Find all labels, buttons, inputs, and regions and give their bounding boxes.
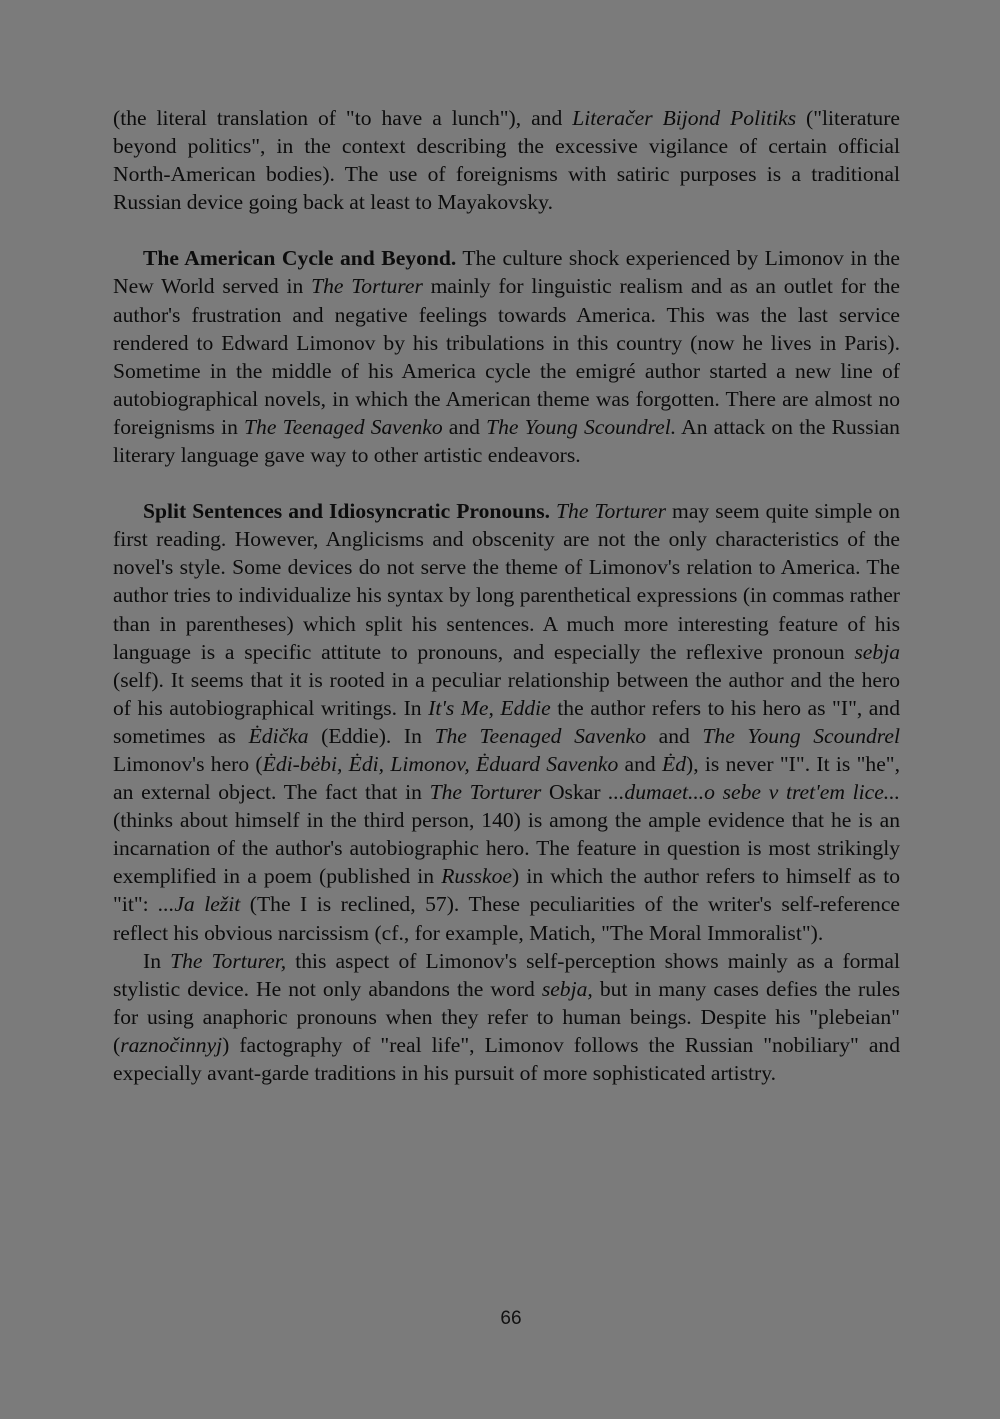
paragraph-split-sentences (113, 497, 900, 947)
body-text: may seem quite simple on first reading. However, Anglicisms and obscenity are not the only characteristics of the novel's style. Some devices do not serve the theme of Limonov's relation to America. The author tries to individualize his syntax by long parenthetical expressions (in commas rather than in parentheses) which split his sentences. A much more interesting feature of his language is a specific attitute to pronouns, and especially the reflexive pronoun (113, 499, 900, 664)
body-text: An attack on the Russian literary language gave way to other artistic endeavors. (113, 414, 900, 468)
paragraph-american-cycle (113, 244, 900, 469)
body-text: (self). It seems that it is rooted in a peculiar relationship between the author and the hero of his autobiographical writings. In (113, 667, 900, 720)
italic-text: The Teenaged Savenko (434, 723, 647, 748)
body-text: this aspect of Limonov's self-perception shows mainly as a formal stylistic device. He not only abandons the word (113, 948, 900, 1001)
italic-text: raznočinnyj (120, 1032, 223, 1057)
italic-text: The Torturer (556, 499, 667, 524)
paragraph-intro (113, 104, 900, 216)
italic-text: sebja (854, 639, 900, 664)
body-text: ("literature beyond politics", in the context describing the excessive vigilance of certain official North-American bodies). The use of foreignisms with satiric purposes is a traditional Russian device going back at least to Mayakovsky. (113, 106, 900, 215)
section-heading: Split Sentences and Idiosyncratic Pronouns. (143, 499, 550, 524)
body-text: The culture shock experienced by Limonov in the New World served in (113, 246, 900, 299)
section-heading: The American Cycle and Beyond. (143, 246, 457, 271)
body-text: Oskar (541, 780, 609, 805)
italic-text: The Young Scoundrel (702, 723, 900, 748)
italic-text: Ėdi-bėbi, Ėdi, Limonov, Ėduard Savenko (262, 751, 619, 776)
body-text: and (646, 723, 703, 748)
italic-text: Ėd (662, 751, 687, 776)
italic-text: Literačer Bijond Politiks (572, 106, 797, 130)
body-text: ) in which the author refers to himself as to "it": (113, 864, 900, 917)
body-text: mainly for linguistic realism and as an outlet for the author's frustration and negative feelings towards America. This was the last service rendered to Edward Limonov by his tribulations in this country (now he lives in Paris). Sometime in the middle of his America cycle the emigré author started a new line of autobiographical novels, in which the American theme was forgotten. There are almost no foreignisms in (113, 274, 900, 439)
italic-text: The Torturer (429, 780, 542, 805)
italic-text: The Young Scoundrel. (486, 414, 677, 439)
body-text: Limonov's hero ( (113, 751, 263, 776)
italic-text: The Torturer, (170, 948, 287, 973)
page-body (113, 104, 900, 1087)
page-number: 66 (500, 1308, 522, 1329)
body-text: the author refers to his hero as "I", and sometimes as (113, 695, 900, 748)
body-text: In (143, 948, 171, 973)
italic-text: ...dumaet...o sebe v tret'em lice... (608, 780, 900, 805)
body-text: (The I is reclined, 57). These peculiarities of the writer's self-reference reflect his obvious narcissism (cf., for example, Matich, "The Moral Immoralist"). (113, 892, 901, 945)
body-text: ), is never "I". It is "he", an external object. The fact that in (113, 751, 900, 805)
body-text: but in many cases defies the rules for using anaphoric pronouns when they refer to human beings. Despite his "plebeian" ( (113, 976, 900, 1057)
body-text: and (618, 751, 663, 776)
italic-text: The Torturer (311, 274, 423, 299)
body-text: (Eddie). In (308, 723, 435, 748)
italic-text: Ėdička (248, 723, 309, 748)
paragraph-torturer-aspect (113, 947, 900, 1087)
body-text: and (442, 414, 487, 439)
body-text: ) factography of "real life", Limonov follows the Russian "nobiliary" and expecially avant-garde traditions in his pursuit of more sophisticated artistry. (113, 1032, 900, 1085)
italic-text: ...Ja ležit (158, 892, 241, 917)
italic-text: The Teenaged Savenko (244, 414, 443, 439)
body-text: (the literal translation of "to have a lunch"), and (113, 106, 573, 130)
italic-text: Russkoe (441, 864, 512, 889)
body-text: (thinks about himself in the third person, 140) is among the ample evidence that he is an incarnation of the author's autobiographic hero. The feature in question is most strikingly exemplified in a poem (published in (113, 808, 900, 889)
italic-text: It's Me, Eddie (428, 695, 551, 720)
italic-text: sebja, (541, 976, 593, 1001)
